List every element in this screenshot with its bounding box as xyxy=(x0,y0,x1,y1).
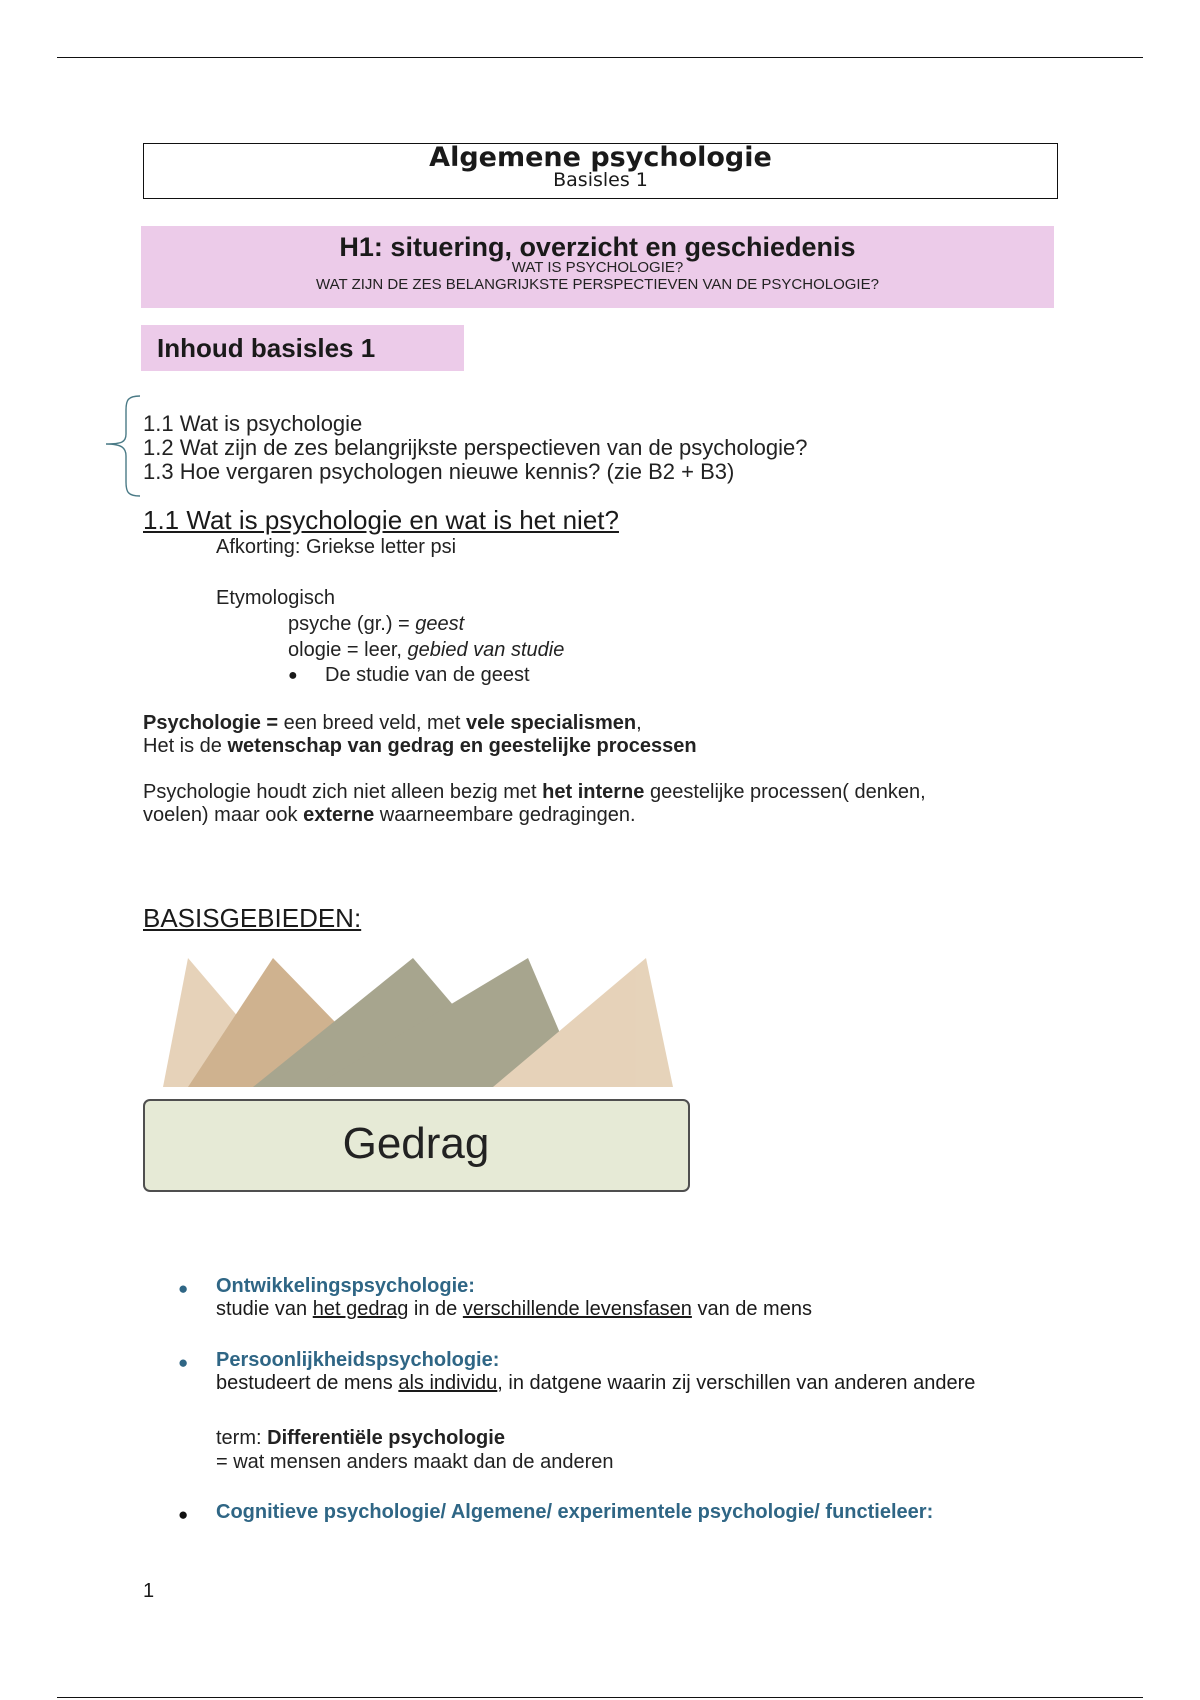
bullet-icon: ● xyxy=(288,667,298,684)
bullet-icon: ● xyxy=(178,1505,189,1524)
footer-rule xyxy=(57,1697,1143,1698)
header-rule xyxy=(57,57,1143,58)
etymology-ologie: ologie = leer, gebied van studie xyxy=(288,639,565,661)
bullet-icon: ● xyxy=(178,1279,189,1298)
definition-line: Het is de wetenschap van gedrag en geestelijke processen xyxy=(143,735,697,757)
chapter-question: WAT ZIJN DE ZES BELANGRIJKSTE PERSPECTIEVEN VAN DE PSYCHOLOGIE? xyxy=(316,276,879,293)
document-title: Algemene psychologie xyxy=(429,142,772,173)
definition-line: Psychologie = een breed veld, met vele specialismen, xyxy=(143,712,642,734)
field-cognitive: Cognitieve psychologie/ Algemene/ experimentele psychologie/ functieleer: xyxy=(216,1501,934,1523)
contents-banner xyxy=(141,325,464,371)
toc-item: 1.2 Wat zijn de zes belangrijkste perspectieven van de psychologie? xyxy=(143,435,808,460)
page-number: 1 xyxy=(143,1580,155,1602)
document-subtitle: Basisles 1 xyxy=(553,169,648,191)
brace-icon xyxy=(102,394,142,498)
etymology-bullet: De studie van de geest xyxy=(325,664,530,686)
basis-heading: BASISGEBIEDEN: xyxy=(143,903,362,933)
etymology-psyche: psyche (gr.) = geest xyxy=(288,613,465,635)
paragraph-line: Psychologie houdt zich niet alleen bezig met het interne geestelijke processen( denken, xyxy=(143,781,926,803)
abbreviation-text: Afkorting: Griekse letter psi xyxy=(216,536,457,558)
chapter-question: WAT IS PSYCHOLOGIE? xyxy=(511,259,684,276)
field-development: Ontwikkelingspsychologie: studie van het gedrag in de verschillende levensfasen van de mens xyxy=(216,1275,812,1320)
gedrag-diagram xyxy=(143,955,693,1195)
paragraph-line: voelen) maar ook externe waarneembare gedragingen. xyxy=(143,804,636,826)
etymology-label: Etymologisch xyxy=(216,587,335,609)
diagram-label: Gedrag xyxy=(342,1119,490,1168)
field-personality: Persoonlijkheidspsychologie: bestudeert de mens als individu, in datgene waarin zij verschillen van anderen andere xyxy=(216,1349,976,1394)
chapter-heading: H1: situering, overzicht en geschiedenis xyxy=(339,232,856,262)
bullet-icon: ● xyxy=(178,1353,189,1372)
toc-item: 1.1 Wat is psychologie xyxy=(143,411,363,436)
toc-item: 1.3 Hoe vergaren psychologen nieuwe kennis? (zie B2 + B3) xyxy=(143,459,735,484)
contents-heading: Inhoud basisles 1 xyxy=(157,333,376,363)
section-heading: 1.1 Wat is psychologie en wat is het niet? xyxy=(143,505,619,535)
chapter-banner xyxy=(141,226,1054,308)
term-line: term: Differentiële psychologie xyxy=(216,1427,505,1449)
term-definition: = wat mensen anders maakt dan de anderen xyxy=(216,1451,614,1473)
title-box xyxy=(143,143,1058,199)
table-of-contents xyxy=(143,412,807,484)
